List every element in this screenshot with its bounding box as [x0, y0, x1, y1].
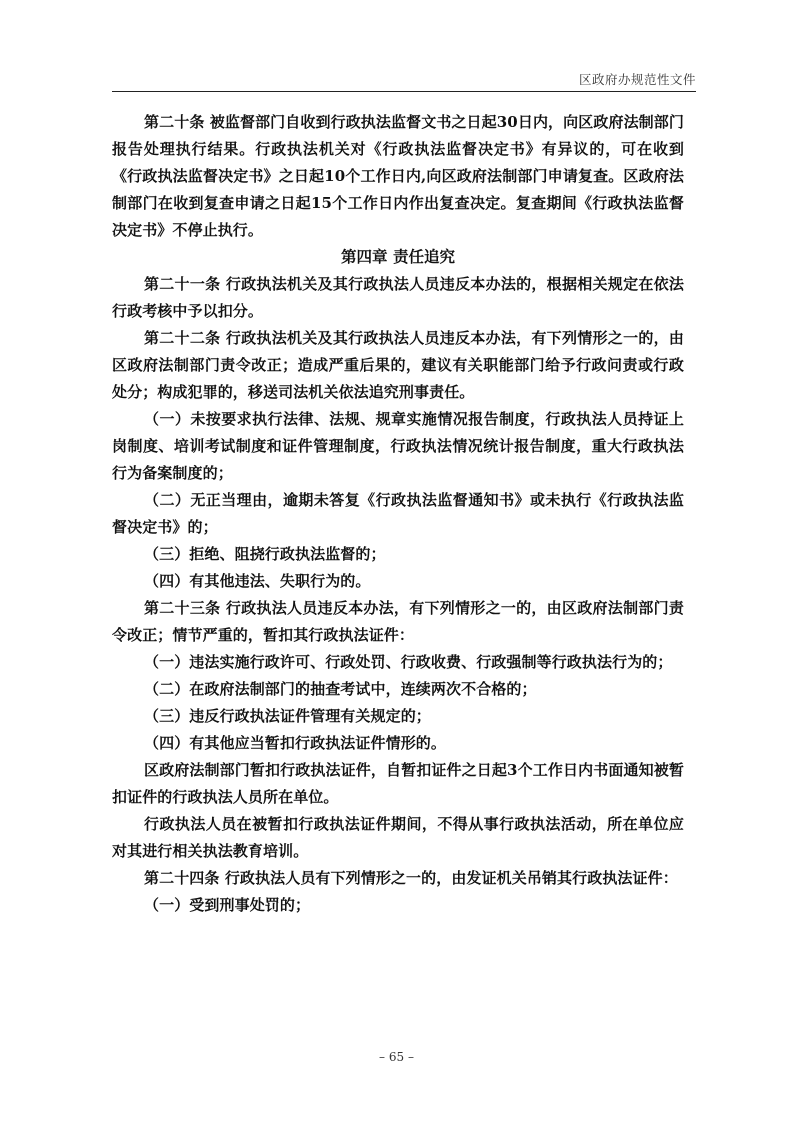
document-header-title: 区政府办规范性文件 [578, 72, 696, 87]
article-23-suspension-rule: 行政执法人员在被暂扣行政执法证件期间，不得从事行政执法活动，所在单位应对其进行相关执法教育培训。 [112, 815, 684, 860]
article-23-item-4: （四）有其他应当暂扣行政执法证件情形的。 [144, 734, 447, 752]
page-number: – 65 – [379, 1050, 414, 1064]
article-21: 第二十一条 行政执法机关及其行政执法人员违反本办法的，根据相关规定在依法行政考核中予以扣分。 [112, 275, 684, 320]
document-body [112, 109, 684, 919]
article-23-item-1: （一）违法实施行政许可、行政处罚、行政收费、行政强制等行政执法行为的； [144, 653, 673, 671]
article-22-item-2: （二）无正当理由，逾期未答复《行政执法监督通知书》或未执行《行政执法监督决定书》的； [112, 491, 684, 536]
article-24: 第二十四条 行政执法人员有下列情形之一的，由发证机关吊销其行政执法证件： [144, 869, 678, 887]
article-22: 第二十二条 行政执法机关及其行政执法人员违反本办法，有下列情形之一的，由区政府法制部门责令改正；造成严重后果的，建议有关职能部门给予行政问责或行政处分；构成犯罪的，移送司法机关依法追究刑事责任。 [112, 329, 684, 401]
article-23-item-2: （二）在政府法制部门的抽查考试中，连续两次不合格的； [144, 680, 537, 698]
article-22-item-4: （四）有其他违法、失职行为的。 [144, 572, 371, 590]
article-22-item-1: （一）未按要求执行法律、法规、规章实施情况报告制度，行政执法人员持证上岗制度、培训考试制度和证件管理制度，行政执法情况统计报告制度，重大行政执法行为备案制度的； [112, 410, 684, 482]
article-22-item-3: （三）拒绝、阻挠行政执法监督的； [144, 545, 386, 563]
article-20: 第二十条 被监督部门自收到行政执法监督文书之日起30日内，向区政府法制部门报告处理执行结果。行政执法机关对《行政执法监督决定书》有异议的，可在收到《行政执法监督决定书》之日起10个工作日内,向区政府法制部门申请复查。区政府法制部门在收到复查申请之日起15个工作日内作出复查决定。复查期间《行政执法监督决定书》不停止执行。 [112, 113, 684, 239]
header-divider [112, 91, 696, 92]
article-23: 第二十三条 行政执法人员违反本办法，有下列情形之一的，由区政府法制部门责令改正；情节严重的，暂扣其行政执法证件： [112, 599, 684, 644]
article-23-notice: 区政府法制部门暂扣行政执法证件，自暂扣证件之日起3个工作日内书面通知被暂扣证件的行政执法人员所在单位。 [112, 761, 684, 806]
chapter-heading: 第四章 责任追究 [341, 248, 455, 266]
article-24-item-1: （一）受到刑事处罚的； [144, 896, 311, 914]
article-23-item-3: （三）违反行政执法证件管理有关规定的； [144, 707, 431, 725]
